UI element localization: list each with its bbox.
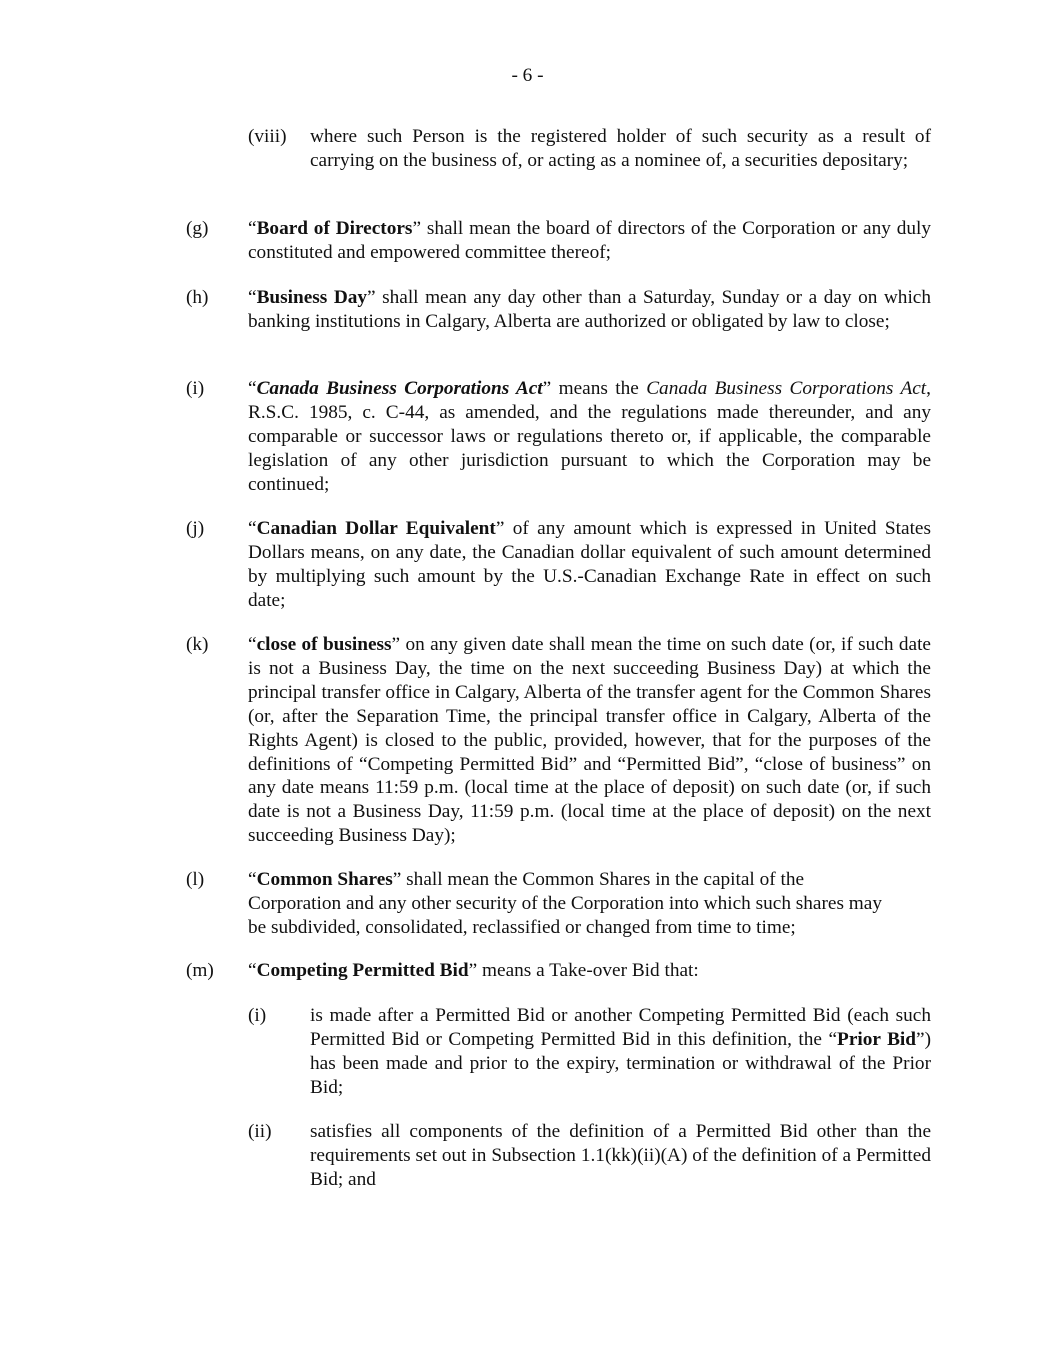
list-marker: (viii)	[248, 126, 287, 147]
subclause-text	[310, 1004, 931, 1100]
definition-close-of-business	[186, 633, 931, 848]
subclause-body: ) has been made and prior to the expiry, termination or withdrawal of the Prior Bid;	[310, 1028, 932, 1098]
open-quote: “	[248, 378, 257, 399]
definition-text	[248, 959, 931, 983]
definition-body: of any amount which is expressed in United States Dollars means, on any date, the Canadian dollar equivalent of such amount determined by multiplying such amount by the U.S.-Canadian Exchange Rate in effect on such date;	[248, 518, 931, 611]
defined-term: close of business	[256, 634, 392, 655]
subclause-body: is made after a Permitted Bid or another Competing Permitted Bid (each such Permitted Bid or Competing Permitted Bid in this definition, the	[310, 1005, 931, 1050]
definition-line: be subdivided, consolidated, reclassified or changed from time to time;	[248, 916, 796, 938]
definition-competing-permitted-bid	[186, 959, 931, 983]
list-marker: (m)	[186, 960, 214, 981]
definition-text	[248, 286, 931, 334]
definition-text	[248, 217, 931, 265]
definition-text	[248, 868, 931, 940]
definition-canadian-dollar-equivalent	[186, 517, 931, 613]
defined-term: Canadian Dollar Equivalent	[256, 518, 496, 539]
list-marker: (l)	[186, 869, 205, 890]
close-quote: ”	[468, 960, 478, 981]
definition-line	[248, 868, 931, 892]
defined-term: Common Shares	[256, 869, 393, 890]
list-marker: (h)	[186, 287, 209, 308]
defined-term: Board of Directors	[256, 218, 413, 239]
subclause-text: where such Person is the registered holder of such security as a result of carrying on the business of, or acting as a nominee of, a securities depositary;	[310, 126, 931, 171]
act-name: Canada Business Corporations Act	[646, 378, 927, 399]
definition-common-shares	[186, 868, 931, 940]
open-quote: “	[248, 869, 257, 890]
definition-board-of-directors	[186, 217, 931, 265]
open-quote: “	[248, 960, 257, 981]
definition-body: shall mean the board of directors of the Corporation or any duly constituted and empowered committee thereof;	[248, 218, 932, 263]
defined-term: Prior Bid	[837, 1028, 917, 1050]
definition-business-day	[186, 286, 931, 334]
definition-body: shall mean the Common Shares in the capital of the	[401, 869, 805, 890]
close-quote: ”	[412, 218, 421, 239]
open-quote: “	[248, 287, 257, 308]
open-quote: “	[248, 218, 257, 239]
subclause-text: satisfies all components of the definition of a Permitted Bid other than the requirements set out in Subsection 1.1(kk)(ii)(A) of the definition of a Permitted Bid; and	[310, 1121, 931, 1190]
close-quote: ”	[391, 634, 401, 655]
close-quote: ”	[916, 1028, 925, 1050]
open-quote: “	[248, 634, 257, 655]
defined-term: Canada Business Corporations Act	[256, 378, 543, 399]
definition-body: means a Take-over Bid that:	[477, 960, 699, 981]
close-quote: ”	[542, 378, 552, 399]
definition-body: means the	[551, 378, 647, 399]
list-marker: (k)	[186, 634, 209, 655]
definition-text	[248, 377, 931, 497]
list-marker: (ii)	[248, 1121, 272, 1142]
definition-body: on any given date shall mean the time on such date (or, if such date is not a Business Day, the time on the next succeeding Business Day) at which the principal transfer office in Calgary, Alberta of the transfer agent for the Common Shares (or, after the Separation Time, the principal transfer office in Calgary, Alberta of the Rights Agent) is closed to the public, provided, however, that for the purposes of the definitions of “Competing Permitted Bid” and “Permitted Bid”, “close of business” on any date means 11:59 p.m. (local time at the place of deposit) on such date (or, if such date is not a Business Day, 11:59 p.m. (local time at the place of deposit) on the next succeeding Business Day);	[248, 634, 931, 847]
definition-text	[248, 633, 931, 848]
definition-body: shall mean any day other than a Saturday, Sunday or a day on which banking institutions in Calgary, Alberta are authorized or obligated by law to close;	[248, 287, 931, 332]
close-quote: ”	[392, 869, 402, 890]
page-number: - 6 -	[511, 65, 544, 86]
open-quote: “	[828, 1028, 838, 1050]
list-marker: (i)	[186, 378, 205, 399]
list-marker: (i)	[248, 1005, 267, 1026]
open-quote: “	[248, 518, 257, 539]
definition-line: Corporation and any other security of the Corporation into which such shares may	[248, 892, 882, 914]
close-quote: ”	[495, 518, 505, 539]
definition-body: , R.S.C. 1985, c. C-44, as amended, and the regulations made thereunder, and any comparable or successor laws or regulations thereto or, if applicable, the comparable legislation of any other jurisdiction pursuant to which the Corporation may be continued;	[248, 378, 931, 495]
definition-text	[248, 517, 931, 613]
defined-term: Business Day	[256, 287, 368, 308]
definition-canada-business-corporations-act	[186, 377, 931, 497]
list-marker: (j)	[186, 518, 205, 539]
list-marker: (g)	[186, 218, 209, 239]
subclause-viii	[248, 125, 931, 173]
subclause-m-ii	[248, 1120, 931, 1192]
defined-term: Competing Permitted Bid	[256, 960, 469, 981]
subclause-m-i	[248, 1004, 931, 1100]
close-quote: ”	[367, 287, 376, 308]
